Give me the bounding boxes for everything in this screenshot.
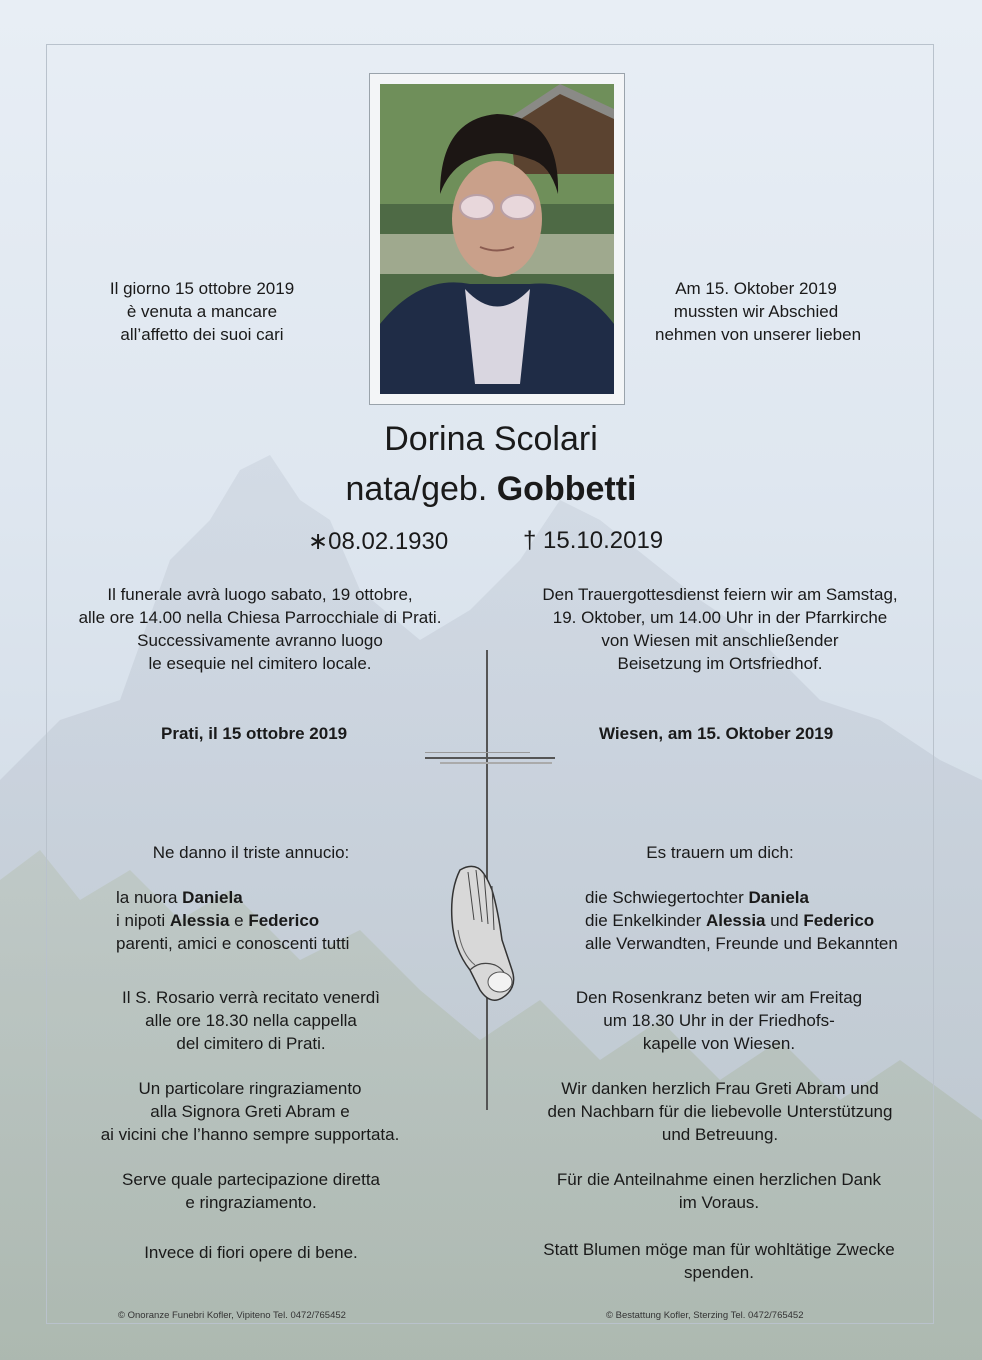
- maiden-name-line: [0, 470, 982, 509]
- mourners-list-italian: [116, 886, 349, 955]
- death-date: † 15.10.2019: [523, 527, 664, 554]
- rosary-italian: Il S. Rosario verrà recitato venerdì alle ore 18.30 nella cappella del cimitero di Prati.: [122, 988, 380, 1053]
- mourner-line: alle Verwandten, Freunde und Bekannten: [585, 934, 898, 953]
- cross-horizontal-accent: [425, 752, 530, 753]
- intro-italian: Il giorno 15 ottobre 2019 è venuta a mancare all’affetto dei suoi cari: [109, 279, 295, 344]
- maiden-prefix: nata/geb.: [345, 470, 488, 508]
- mourner-line: die Enkelkinder Alessia und Federico: [585, 911, 875, 930]
- dagger-icon: †: [523, 527, 537, 554]
- thanks-general-italian: Serve quale partecipazione diretta e ringraziamento.: [122, 1170, 380, 1212]
- flowers-german: Statt Blumen möge man für wohltätige Zwecke spenden.: [543, 1240, 895, 1282]
- mourners-intro-italian: Ne danno il triste annucio:: [152, 843, 350, 862]
- funeral-german: Den Trauergottesdienst feiern wir am Samstag, 19. Oktober, um 14.00 Uhr in der Pfarrkirche von Wiesen mit anschließender Beisetzung im Ortsfriedhof.: [542, 585, 898, 673]
- mourner-line: die Schwiegertochter Daniela: [585, 888, 809, 907]
- intro-german: Am 15. Oktober 2019 mussten wir Abschied nehmen von unserer lieben: [655, 279, 862, 344]
- rosary-german: Den Rosenkranz beten wir am Freitag um 18.30 Uhr in der Friedhofs- kapelle von Wiesen.: [575, 988, 863, 1053]
- thanks-special-italian: Un particolare ringraziamento alla Signora Greti Abram e ai vicini che l’hanno sempre supportata.: [100, 1079, 400, 1144]
- mourner-line: la nuora Daniela: [116, 888, 243, 907]
- cross-horizontal-shadow: [440, 762, 552, 764]
- mourners-list-german: [585, 886, 898, 955]
- portrait-photo: [380, 84, 614, 394]
- footer-italian: © Onoranze Funebri Kofler, Vipiteno Tel. 0472/765452: [118, 1310, 346, 1321]
- thanks-general-german: Für die Anteilnahme einen herzlichen Dank im Voraus.: [556, 1170, 882, 1212]
- birth-date: ∗08.02.1930: [308, 528, 449, 555]
- place-date-italian: Prati, il 15 ottobre 2019: [161, 724, 348, 743]
- mourner-line: parenti, amici e conoscenti tutti: [116, 934, 350, 953]
- thanks-special-german: Wir danken herzlich Frau Greti Abram und den Nachbarn für die liebevolle Unterstützung und Betreuung.: [547, 1079, 893, 1144]
- mourners-intro-german: Es trauern um dich:: [646, 843, 794, 862]
- maiden-name: Gobbetti: [496, 470, 637, 508]
- mourner-line: i nipoti Alessia e Federico: [116, 911, 320, 930]
- deceased-name: Dorina Scolari: [384, 420, 598, 458]
- flowers-italian: Invece di fiori opere di bene.: [144, 1243, 358, 1262]
- portrait-frame: [369, 73, 625, 405]
- asterisk-icon: ∗: [308, 528, 329, 555]
- footer-german: © Bestattung Kofler, Sterzing Tel. 0472/765452: [606, 1310, 804, 1321]
- funeral-italian: Il funerale avrà luogo sabato, 19 ottobre, alle ore 14.00 nella Chiesa Parrocchiale di Prati. Successivamente avranno luogo le esequie nel cimitero locale.: [78, 585, 442, 673]
- praying-hands-icon: [440, 860, 524, 1012]
- cross-horizontal: [425, 757, 555, 759]
- place-date-german: Wiesen, am 15. Oktober 2019: [599, 724, 834, 743]
